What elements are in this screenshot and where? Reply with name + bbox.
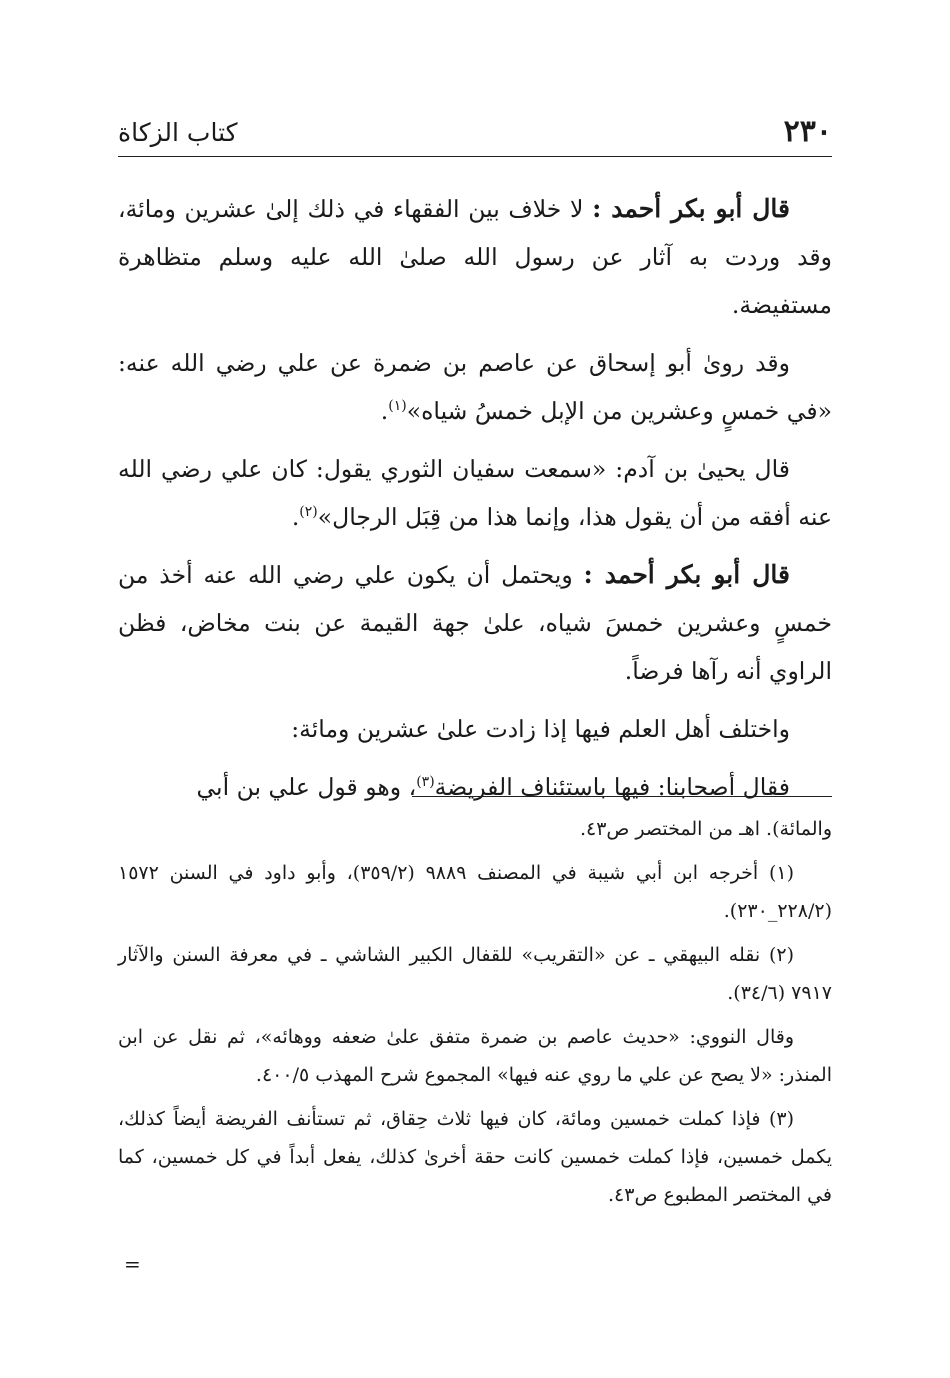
- paragraph-3: [118, 445, 832, 541]
- footnote-2-continued: وقال النووي: «حديث عاصم بن ضمرة متفق علىٰ ضعفه ووهائه»، ثم نقل عن ابن المنذر: «لا يصح عن علي ما روي عنه فيها» المجموع شرح المهذب ٤٠٠/٥.: [118, 1026, 832, 1086]
- page-end-mark: =: [124, 1252, 141, 1276]
- paragraph-text: ، وهو قول علي بن أبي: [196, 773, 417, 801]
- footnote-2: (٢) نقله البيهقي ـ عن «التقريب» للقفال الكبير الشاشي ـ في معرفة السنن والآثار ٧٩١٧ (٣٤/٦).: [118, 944, 832, 1004]
- footnote-ref[interactable]: (٣): [416, 774, 435, 791]
- paragraph-text: واختلف أهل العلم فيها إذا زادت علىٰ عشرين ومائة:: [291, 715, 790, 743]
- paragraph-text: فقال أصحابنا: فيها باستئناف الفريضة: [434, 773, 790, 801]
- footnote-continuation: والمائة). اهـ من المختصر ص٤٣.: [579, 818, 832, 840]
- footnote-ref[interactable]: (١): [388, 398, 407, 415]
- speaker-label: قال أبو بكر أحمد :: [592, 194, 790, 223]
- paragraph-6: [118, 763, 832, 811]
- paragraph-text: ويحتمل أن يكون علي رضي الله عنه أخذ من خمسٍ وعشرين خمسَ شياه، علىٰ جهة القيمة عن بنت مخاض، فظن الراوي أنه رآها فرضاً.: [118, 561, 832, 685]
- paragraph-1: [118, 185, 832, 329]
- paragraph-text: لا خلاف بين الفقهاء في ذلك إلىٰ عشرين ومائة، وقد وردت به آثار عن رسول الله صلىٰ الله عليه وسلم متظاهرة مستفيضة.: [118, 195, 832, 319]
- speaker-label: قال أبو بكر أحمد :: [583, 560, 790, 589]
- paragraph-text: .: [380, 397, 389, 425]
- page-number: ٢٣٠: [783, 114, 832, 149]
- footnotes: [118, 810, 832, 1220]
- footnote-ref[interactable]: (٢): [299, 504, 318, 521]
- main-text: [118, 185, 832, 821]
- running-title: كتاب الزكاة: [118, 118, 238, 147]
- footnote-1: (١) أخرجه ابن أبي شيبة في المصنف ٩٨٨٩ (٣٥٩/٢)، وأبو داود في السنن ١٥٧٢ (٢٢٨/٢_٢٣٠).: [118, 862, 832, 922]
- page-header: [118, 112, 832, 157]
- paragraph-5: [118, 705, 832, 753]
- paragraph-2: [118, 339, 832, 435]
- footnote-divider: [412, 796, 832, 797]
- paragraph-text: .: [291, 503, 300, 531]
- paragraph-text: وقد روىٰ أبو إسحاق عن عاصم بن ضمرة عن علي رضي الله عنه: «في خمسٍ وعشرين من الإبل خمسُ شياه»: [118, 349, 832, 425]
- footnote-3: (٣) فإذا كملت خمسين ومائة، كان فيها ثلاث حِقاق، ثم تستأنف الفريضة أيضاً كذلك، يكمل خمسين، فإذا كملت خمسين كانت حقة أخرىٰ كذلك، يفعل أبداً في كل خمسين، كما في المختصر المطبوع ص٤٣.: [118, 1108, 832, 1206]
- paragraph-text: قال يحيىٰ بن آدم: «سمعت سفيان الثوري يقول: كان علي رضي الله عنه أفقه من أن يقول هذا، وإنما هذا من قِبَل الرجال»: [118, 455, 832, 531]
- paragraph-4: [118, 551, 832, 695]
